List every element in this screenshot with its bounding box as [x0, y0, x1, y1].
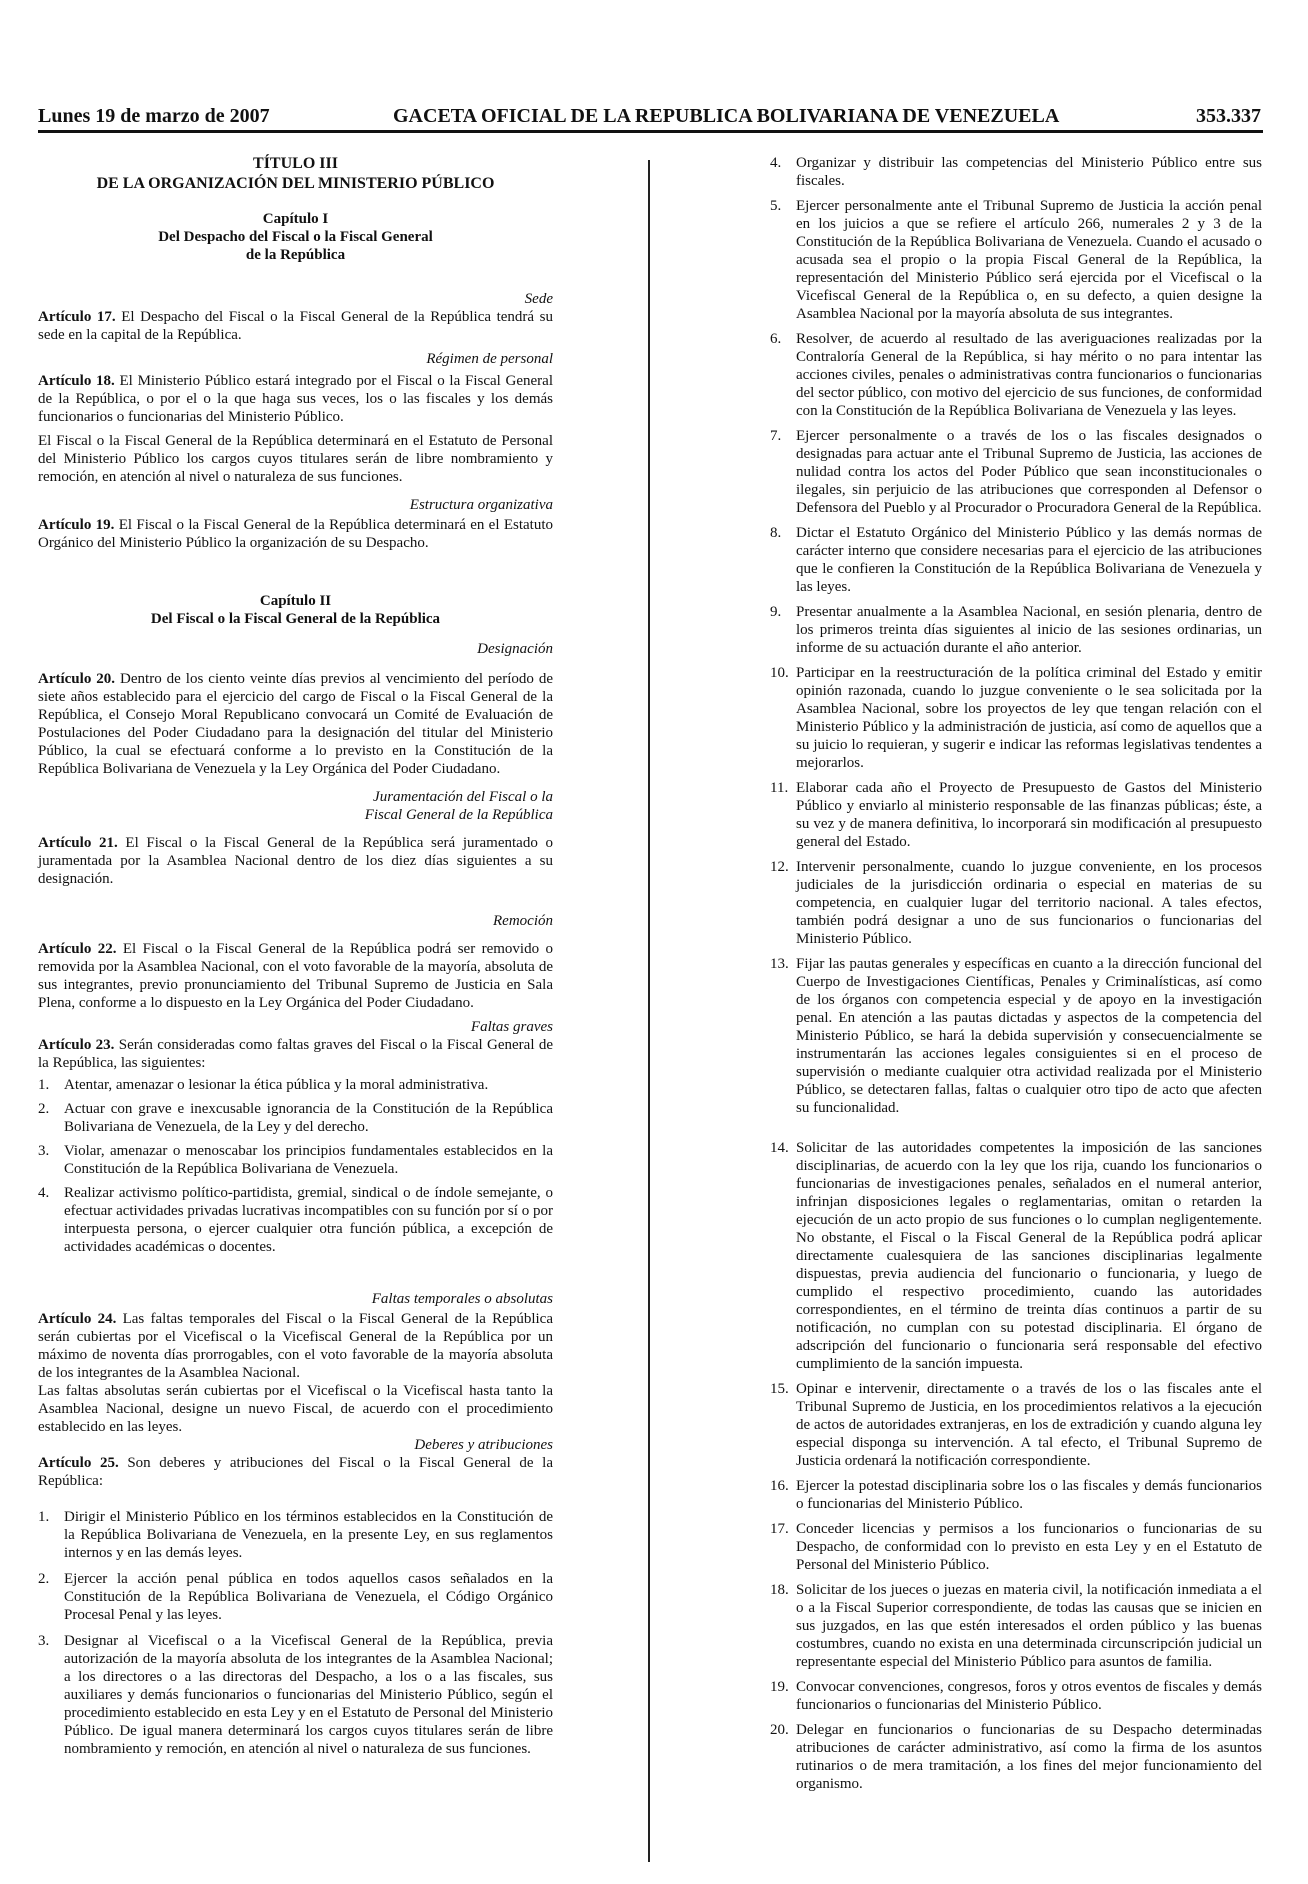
section-heading: Deberes y atribuciones — [414, 1437, 553, 1453]
section-heading: Faltas temporales o absolutas — [371, 1291, 553, 1307]
header-date: Lunes 19 de marzo de 2007 — [38, 105, 270, 127]
list-number: 12. — [770, 859, 789, 875]
header-page-number: 353.337 — [1196, 105, 1261, 127]
list-item — [38, 1184, 553, 1256]
list-text: Dictar el Estatuto Orgánico del Ministerio Público y las demás normas de carácter interno que considere necesarias para el ejercicio de las atribuciones que le confieren la Constitución de la República Bolivariana de Venezuela y las leyes. — [796, 525, 1262, 595]
list-text: Participar en la reestructuración de la política criminal del Estado y emitir opinión razonada, cuando lo juzgue conveniente o le sea solicitada por la Asamblea Nacional, sobre los proyectos de ley que tengan relación con el Ministerio Público y la administración de justicia, así como de aquellos que a su juicio lo requieran, y sugerir e indicar las reformas legislativas tendentes a mejorarlos. — [796, 665, 1262, 771]
list-text: Ejercer la acción penal pública en todos aquellos casos señalados en la Constitución de la República Bolivariana de Venezuela, el Código Orgánico Procesal Penal y las leyes. — [64, 1571, 553, 1623]
article-text: Serán consideradas como faltas graves del Fiscal o la Fiscal General de la República, las siguientes: — [38, 1037, 554, 1071]
list-number: 1. — [38, 1509, 50, 1525]
article-21 — [38, 834, 553, 888]
section-heading-line-2: Fiscal General de la República — [364, 807, 553, 823]
list-text: Conceder licencias y permisos a los funcionarios o funcionarias de su Despacho, de conformidad con lo previsto en esta Ley y en el Estatuto de Personal del Ministerio Público. — [796, 1521, 1262, 1573]
list-number: 13. — [770, 956, 789, 972]
list-item — [770, 858, 1262, 948]
list-text: Presentar anualmente a la Asamblea Nacional, en sesión plenaria, dentro de los primeros treinta días siguientes al inicio de las sesiones ordinarias, un informe de su actuación durante el año anterior. — [796, 604, 1262, 656]
list-number: 17. — [770, 1521, 789, 1537]
list-text: Delegar en funcionarios o funcionarias de su Despacho determinadas atribuciones de carácter administrativo, así como la firma de los asuntos rutinarios o de mera tramitación, a los fines del mejor funcionamiento del organismo. — [796, 1722, 1262, 1792]
list-text: Ejercer personalmente o a través de los o las fiscales designados o designadas para actuar ante el Tribunal Supremo de Justicia, las acciones de nulidad contra los actos del Poder Público que sean inconstitucionales o ilegales, sin perjuicio de las atribuciones que corresponden al Defensor o Defensora del Pueblo y al Procurador o Procuradora General de la República. — [796, 428, 1262, 516]
list-item — [38, 1632, 553, 1758]
list-text: Actuar con grave e inexcusable ignorancia de la Constitución de la República Bolivariana de Venezuela, de la Ley y del derecho. — [64, 1101, 553, 1135]
article-label: Artículo 18. — [38, 373, 115, 389]
list-text: Intervenir personalmente, cuando lo juzgue conveniente, en los procesos judiciales de la jurisdicción ordinaria o especial en materias de su competencia, en cualquier lugar del territorio nacional. A tales efectos, también podrá designar a uno de sus funcionarios o funcionarias del Ministerio Público. — [796, 859, 1262, 947]
list-text: Opinar e intervenir, directamente o a través de los o las fiscales ante el Tribunal Supremo de Justicia, en los procedimientos relativos a la ejecución de actos de autoridades extranjeras, en los de extradición y cuando alguna ley especial disponga su intervención. A tal efecto, el Tribunal Supremo de Justicia ordenará la notificación correspondiente. — [796, 1381, 1262, 1469]
article-label: Artículo 24. — [38, 1311, 117, 1327]
list-number: 20. — [770, 1722, 789, 1738]
list-text: Violar, amenazar o menoscabar los principios fundamentales establecidos en la Constitución de la República Bolivariana de Venezuela. — [64, 1143, 553, 1177]
list-number: 18. — [770, 1582, 789, 1598]
title-subheading: DE LA ORGANIZACIÓN DEL MINISTERIO PÚBLICO — [96, 175, 495, 192]
list-number: 5. — [770, 198, 782, 214]
list-text: Ejercer personalmente ante el Tribunal Supremo de Justicia la acción penal en los juicios a que se refiere el artículo 266, numerales 2 y 3 de la Constitución de la República Bolivariana de Venezuela. Cuando el acusado o acusada sea el propio o la propia Fiscal General de la República, la representación del Ministerio Público será ejercida por el Vicefiscal o la Vicefiscal General de la República o, en su defecto, a quien designe la Asamblea Nacional por la mayoría absoluta de sus integrantes. — [796, 198, 1262, 322]
list-number: 14. — [770, 1140, 789, 1156]
article-text: El Fiscal o la Fiscal General de la República podrá ser removido o removida por la Asamblea Nacional, con el voto favorable de la mayoría, absoluta de sus integrantes, previo pronunciamiento del Tribunal Supremo de Justicia en Sala Plena, conforme a lo dispuesto en la Ley Orgánica del Poder Ciudadano. — [38, 941, 553, 1011]
list-item — [770, 330, 1262, 420]
header-gazette-title: GACETA OFICIAL DE LA REPUBLICA BOLIVARIANA DE VENEZUELA — [393, 105, 1060, 127]
list-item — [770, 524, 1262, 596]
list-number: 11. — [770, 780, 789, 796]
list-item — [770, 1678, 1262, 1714]
article-18 — [38, 372, 553, 426]
list-number: 15. — [770, 1381, 789, 1397]
article-17 — [38, 308, 553, 344]
article-22 — [38, 940, 553, 1012]
list-text: Organizar y distribuir las competencias del Ministerio Público entre sus fiscales. — [796, 155, 1262, 189]
chapter-1-subheading: Del Despacho del Fiscal o la Fiscal General — [158, 229, 433, 245]
page-header — [38, 104, 1263, 133]
list-text: Fijar las pautas generales y específicas en cuanto a la dirección funcional del Cuerpo de Investigaciones Científicas, Penales y Criminalísticas, así como de los órganos con competencia especial y de apoyo en la investigación penal. En atención a las pautas dictadas y aspectos de la competencia del Ministerio Público, se hará la debida supervisión y consecuencialmente se instrumentarán las acciones legales consiguientes si en el proceso de supervisión o mediante cualquier otra actividad realizada por el Ministerio Público, se detectaren fallas, faltas o cualquier otro tipo de acto que afecten su funcionalidad. — [796, 956, 1262, 1116]
list-item — [770, 1581, 1262, 1671]
list-text: Ejercer la potestad disciplinaria sobre los o las fiscales y demás funcionarios o funcionarias del Ministerio Público. — [796, 1478, 1262, 1512]
right-column — [770, 154, 1262, 1800]
section-heading: Sede — [524, 291, 553, 307]
list-number: 3. — [38, 1143, 50, 1159]
list-number: 2. — [38, 1101, 50, 1117]
left-column — [38, 154, 553, 1758]
list-item — [38, 1076, 553, 1094]
list-text: Dirigir el Ministerio Público en los términos establecidos en la Constitución de la República Bolivariana de Venezuela, en la presente Ley, en sus reglamentos internos y en las demás leyes. — [64, 1509, 553, 1561]
list-item — [770, 154, 1262, 190]
list-number: 4. — [770, 155, 782, 171]
article-23 — [38, 1036, 553, 1072]
article-24 — [38, 1310, 553, 1382]
article-label: Artículo 25. — [38, 1455, 119, 1471]
article-20 — [38, 670, 553, 778]
list-text: Solicitar de los jueces o juezas en materia civil, la notificación inmediata a el o a la Fiscal Superior correspondiente, de todas las causas que se inicien en sus juzgados, en las que estén interesados el orden público y las buenas costumbres, cuando no exista en una determinada circunscripción judicial un representante especial del Ministerio Público para asuntos de familia. — [796, 1582, 1262, 1670]
list-item — [770, 197, 1262, 323]
list-text: Elaborar cada año el Proyecto de Presupuesto de Gastos del Ministerio Público y enviarlo al ministerio responsable de las finanzas públicas; éste, a su vez y de manera definitiva, lo incorporará sin modificación al presupuesto general del Estado. — [796, 780, 1262, 850]
article-text: El Ministerio Público estará integrado por el Fiscal o la Fiscal General de la República, o por el o la que haga sus veces, los o las fiscales y los demás funcionarios o funcionarias del Ministerio Público. — [38, 373, 553, 425]
list-item — [770, 955, 1262, 1117]
list-number: 6. — [770, 331, 782, 347]
article-label: Artículo 20. — [38, 671, 116, 687]
article-19 — [38, 516, 553, 552]
article-label: Artículo 23. — [38, 1037, 115, 1053]
list-number: 3. — [38, 1633, 50, 1649]
chapter-1-subheading-2: de la República — [245, 247, 346, 263]
section-heading: Juramentación del Fiscal o la — [373, 789, 553, 805]
list-number: 7. — [770, 428, 782, 444]
section-heading: Designación — [477, 641, 553, 657]
list-item — [38, 1570, 553, 1624]
chapter-2-subheading: Del Fiscal o la Fiscal General de la República — [150, 611, 441, 627]
article-25-list — [38, 1508, 553, 1758]
section-heading: Faltas graves — [470, 1019, 553, 1035]
list-item — [38, 1142, 553, 1178]
section-heading: Estructura organizativa — [409, 497, 553, 513]
list-item — [770, 1721, 1262, 1793]
list-text: Resolver, de acuerdo al resultado de las averiguaciones realizadas por la Contraloría General de la República, si hay mérito o no para intentar las acciones civiles, penales o administrativas contra funcionarios o funcionarias del sector público, con motivo del ejercicio de sus funciones, de conformidad con la Constitución de la República Bolivariana de Venezuela y las leyes. — [796, 331, 1262, 419]
list-text: Realizar activismo político-partidista, gremial, sindical o de índole semejante, o efectuar actividades privadas lucrativas incompatibles con su función por sí o por interpuesta persona, o ejercer cualquier otra función pública, a excepción de actividades académicas o docentes. — [64, 1185, 553, 1255]
article-25 — [38, 1454, 553, 1490]
article-text: El Fiscal o la Fiscal General de la República será juramentado o juramentada por la Asamblea Nacional dentro de los diez días siguientes a su designación. — [38, 835, 553, 887]
title-heading: TÍTULO III — [253, 155, 338, 172]
list-number: 8. — [770, 525, 782, 541]
article-24-paragraph-2: Las faltas absolutas serán cubiertas por el Vicefiscal o la Vicefiscal hasta tanto la Asamblea Nacional, designe un nuevo Fiscal, de acuerdo con el procedimiento establecido en las leyes. — [38, 1383, 553, 1435]
list-item — [770, 1139, 1262, 1373]
list-item — [770, 1520, 1262, 1574]
section-heading: Remoción — [493, 913, 553, 929]
chapter-1-heading: Capítulo I — [262, 211, 329, 227]
list-text: Designar al Vicefiscal o a la Vicefiscal General de la República, previa autorización de la mayoría absoluta de los integrantes de la Asamblea Nacional; a los directores o a las directoras del Despacho, a los o a las fiscales, sus auxiliares y demás funcionarios o funcionarias del Ministerio Público, según el procedimiento establecido en esta Ley y en el Estatuto de Personal del Ministerio Público. De igual manera determinará los cargos cuyos titulares serán de libre nombramiento y remoción, en atención al nivel o naturaleza de sus funciones. — [64, 1633, 553, 1757]
list-item — [770, 427, 1262, 517]
list-number: 9. — [770, 604, 782, 620]
article-25-list-continued — [770, 154, 1262, 1793]
list-number: 2. — [38, 1571, 50, 1587]
list-number: 19. — [770, 1679, 789, 1695]
list-item — [38, 1508, 553, 1562]
list-text: Convocar convenciones, congresos, foros y otros eventos de fiscales y demás funcionarios o funcionarias del Ministerio Público. — [796, 1679, 1262, 1713]
article-text: Dentro de los ciento veinte días previos al vencimiento del período de siete años establecido para el ejercicio del cargo de Fiscal o la Fiscal General de la República, el Consejo Moral Republicano convocará un Comité de Evaluación de Postulaciones del Poder Ciudadano para la designación del titular del Ministerio Público, la cual se efectuará conforme a lo previsto en la Constitución de la República Bolivariana de Venezuela y la Ley Orgánica del Poder Ciudadano. — [38, 671, 553, 777]
article-text: El Despacho del Fiscal o la Fiscal General de la República tendrá su sede en la capital de la República. — [38, 309, 553, 343]
list-item — [770, 779, 1262, 851]
list-number: 1. — [38, 1077, 50, 1093]
chapter-2-heading: Capítulo II — [259, 593, 332, 609]
list-item — [770, 1477, 1262, 1513]
article-text: Son deberes y atribuciones del Fiscal o la Fiscal General de la República: — [38, 1455, 553, 1489]
article-label: Artículo 17. — [38, 309, 116, 325]
article-text: El Fiscal o la Fiscal General de la República determinará en el Estatuto Orgánico del Ministerio Público la organización de su Despacho. — [38, 517, 553, 551]
list-item — [38, 1100, 553, 1136]
article-label: Artículo 22. — [38, 941, 117, 957]
article-18-paragraph-2: El Fiscal o la Fiscal General de la República determinará en el Estatuto de Personal del Ministerio Público los cargos cuyos titulares serán de libre nombramiento y remoción, en atención al nivel o naturaleza de sus funciones. — [38, 433, 553, 485]
list-number: 4. — [38, 1185, 50, 1201]
list-item — [770, 664, 1262, 772]
article-23-list — [38, 1076, 553, 1256]
column-divider — [648, 160, 650, 1862]
list-item — [770, 1380, 1262, 1470]
section-heading: Régimen de personal — [426, 351, 553, 367]
article-label: Artículo 19. — [38, 517, 115, 533]
list-number: 16. — [770, 1478, 789, 1494]
list-number: 10. — [770, 665, 789, 681]
list-text: Solicitar de las autoridades competentes la imposición de las sanciones disciplinarias, de acuerdo con la ley que los rija, cuando los funcionarios o funcionarias de investigaciones penales, señalados en el numeral anterior, infrinjan disposiciones legales o reglamentarias, omitan o retarden la ejecución de un acto propio de sus funciones o lo cumplan negligentemente. No obstante, el Fiscal o la Fiscal General de la República podrá aplicar directamente cualesquiera de las sanciones disciplinarias legalmente dispuestas, previa audiencia del funcionario o funcionaria, y luego de cumplido el respectivo procedimiento, cuando las autoridades correspondientes, en el término de treinta días continuos a partir de su notificación, no cumplan con su potestad disciplinaria. El órgano de adscripción del funcionario o funcionaria será responsable del efectivo cumplimiento de la sanción impuesta. — [796, 1140, 1262, 1372]
article-label: Artículo 21. — [38, 835, 118, 851]
list-text: Atentar, amenazar o lesionar la ética pública y la moral administrativa. — [64, 1077, 489, 1093]
article-text: Las faltas temporales del Fiscal o la Fiscal General de la República serán cubiertas por el Vicefiscal o la Vicefiscal General de la República por un máximo de noventa días prorrogables, con el voto favorable de la mayoría absoluta de los integrantes de la Asamblea Nacional. — [38, 1311, 553, 1381]
list-item — [770, 603, 1262, 657]
